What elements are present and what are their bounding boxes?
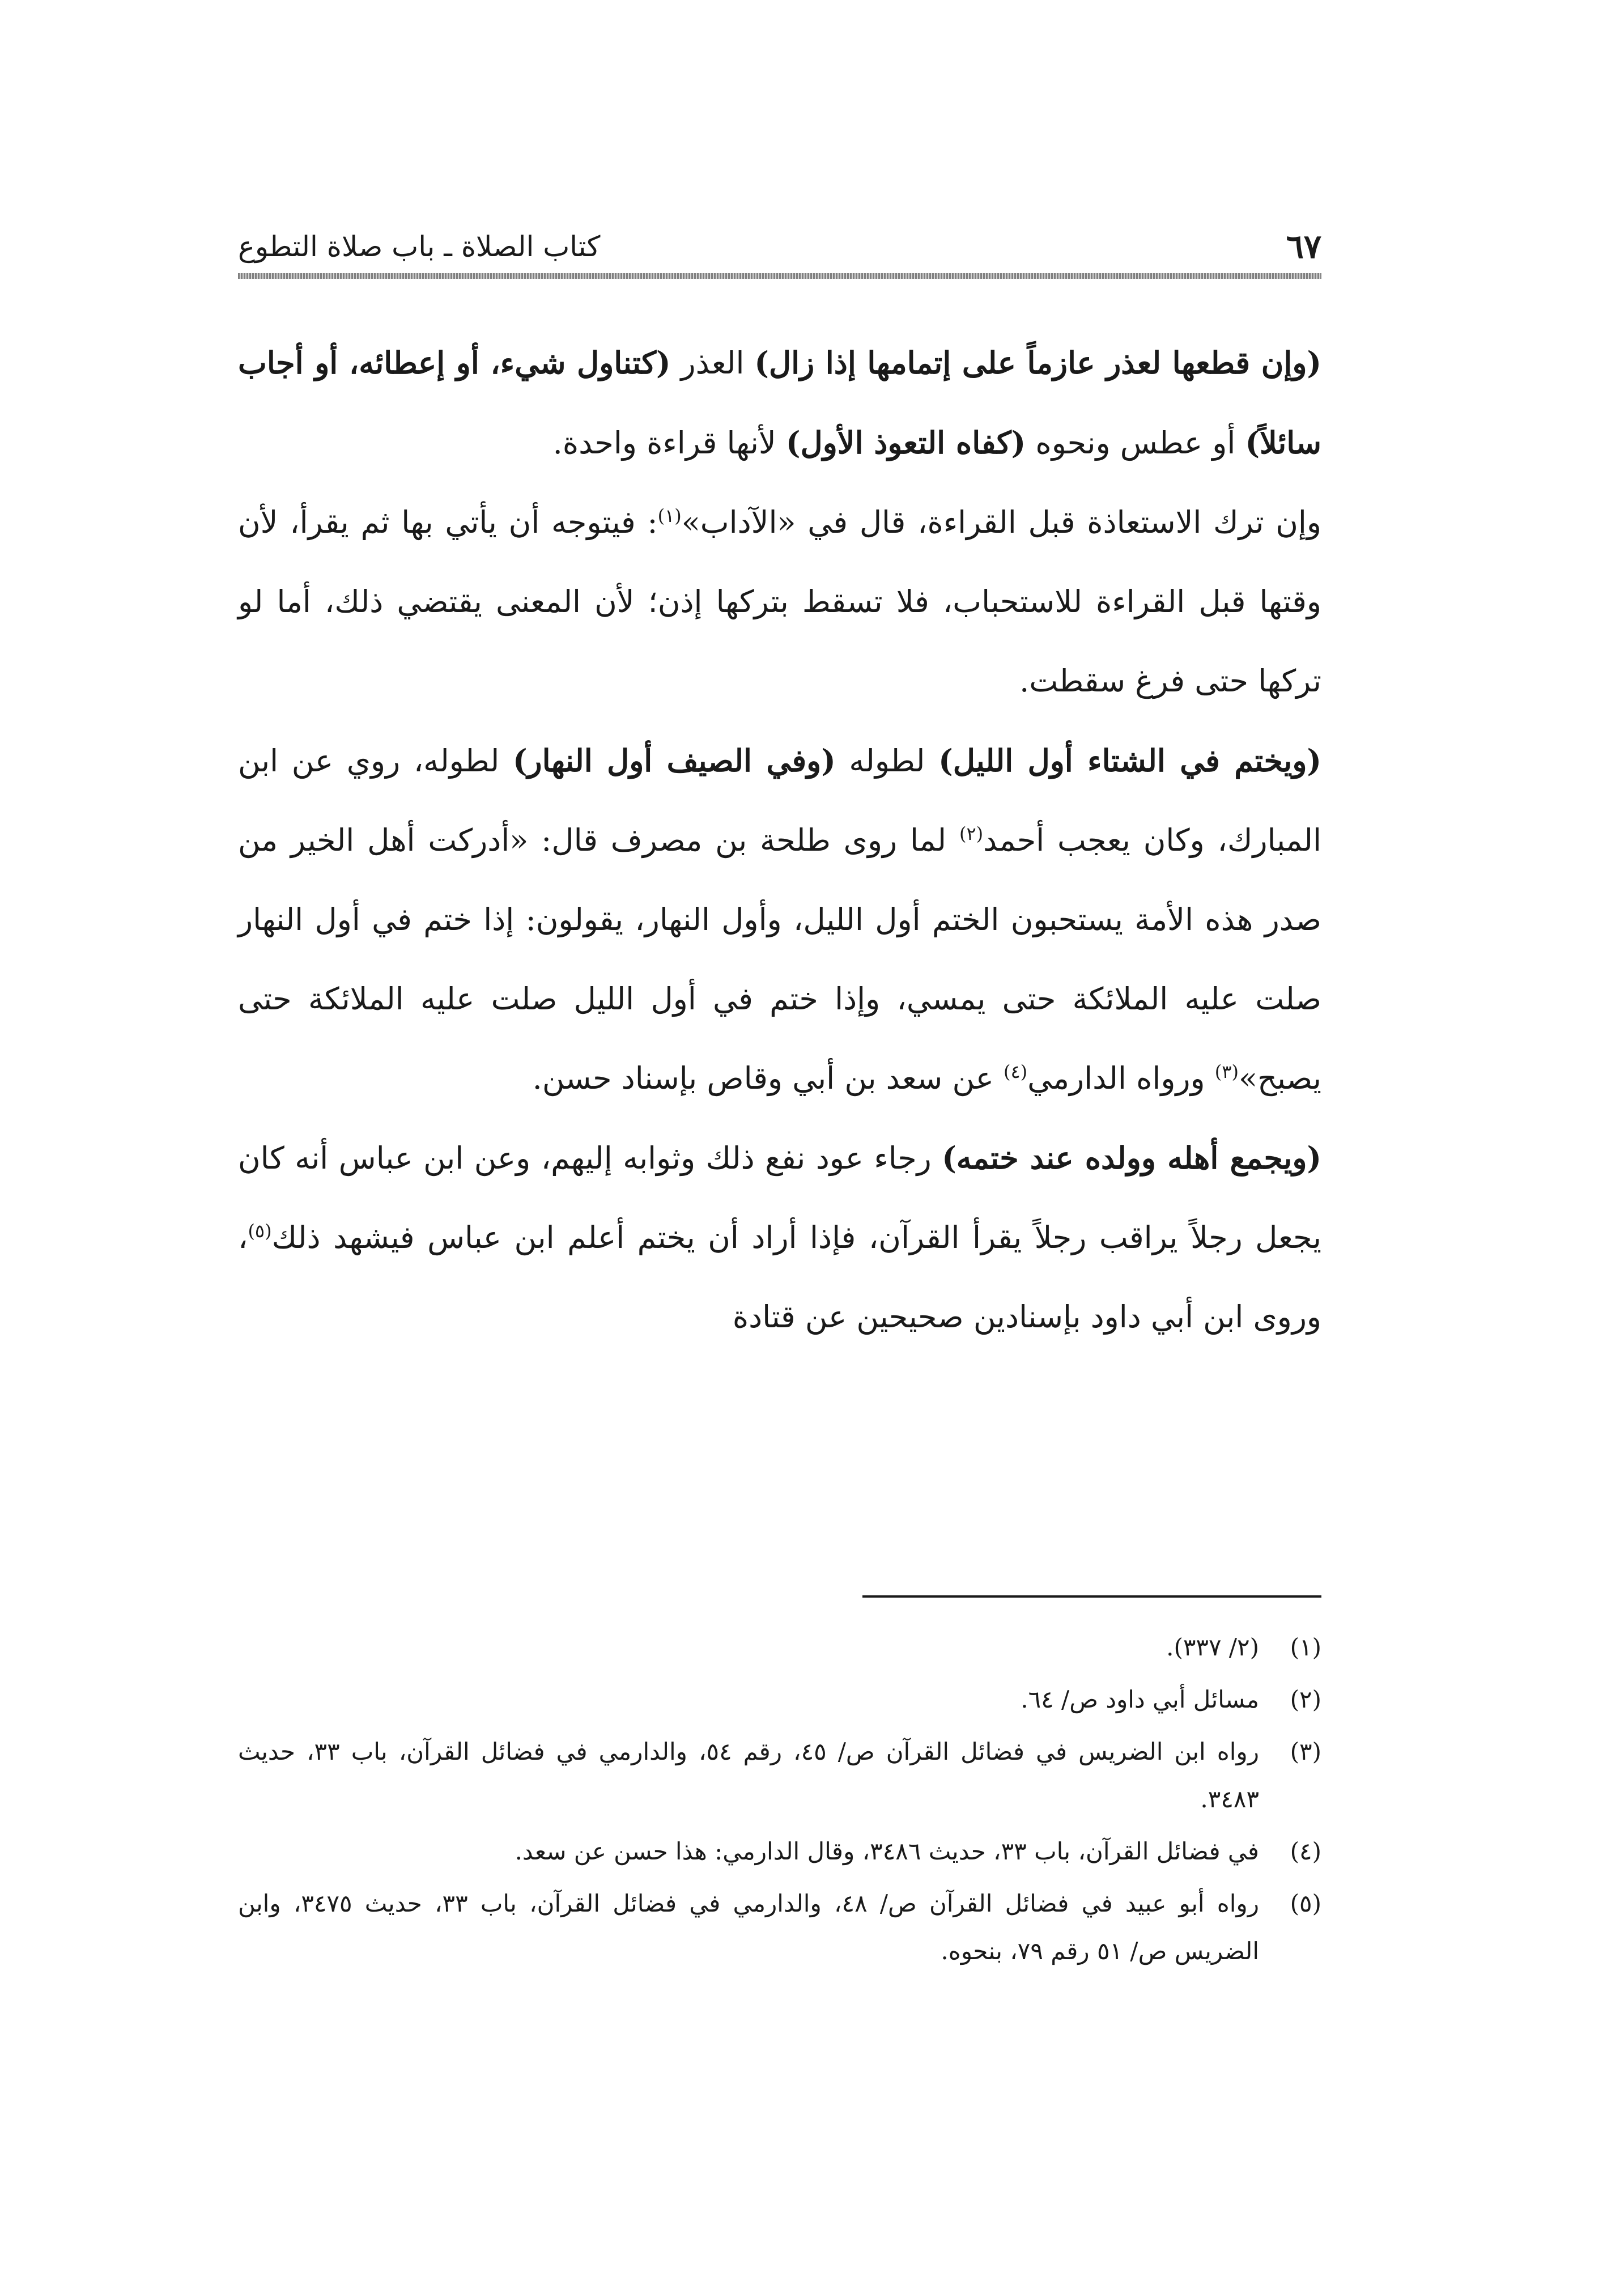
footnote-text: مسائل أبي داود ص/ ٦٤. <box>1021 1685 1259 1713</box>
commentary-text: لطوله <box>835 743 939 779</box>
commentary-text: لما روى طلحة بن مصرف قال: «أدركت أهل الخير من صدر هذه الأمة يستحبون الختم أول الليل، وأول النهار، يقولون: إذا ختم في أول النهار صلت عليه الملائكة حتى يمسي، وإذا ختم في أول الليل صلت عليه الملائكة حتى يصبح» <box>238 822 1321 1096</box>
footnote-number: (٢) <box>1290 1685 1321 1713</box>
footnotes <box>238 1624 1321 1980</box>
commentary-text: وإن ترك الاستعاذة قبل القراءة، قال في «الآداب» <box>681 504 1321 540</box>
commentary-text: عن سعد بن أبي وقاص بإسناد حسن. <box>532 1060 1004 1096</box>
footnote-number: (٥) <box>1290 1889 1321 1917</box>
commentary-text: ورواه الدارمي <box>1027 1060 1215 1096</box>
footnote-reference: (٤) <box>1003 1061 1028 1082</box>
commentary-text: العذر <box>670 345 755 381</box>
commentary-text: : فيتوجه أن يأتي بها ثم يقرأ، لأن وقتها قبل القراءة للاستحباب، فلا تسقط بتركها إذن؛ لأن المعنى يقتضي ذلك، أما لو تركها حتى فرغ سقطت. <box>238 504 1321 699</box>
paragraph-1 <box>238 323 1321 483</box>
matn-text: (وإن قطعها لعذر عازماً على إتمامها إذا زال) <box>754 345 1321 381</box>
commentary-text: رجاء عود نفع ذلك وثوابه إليهم، وعن ابن عباس أنه كان يجعل رجلاً يراقب رجلاً يقرأ القرآن، فإذا أراد أن يختم أعلم ابن عباس فيشهد ذلك <box>238 1140 1321 1255</box>
footnote-text: في فضائل القرآن، باب ٣٣، حديث ٣٤٨٦، وقال الدارمي: هذا حسن عن سعد. <box>515 1837 1259 1865</box>
paragraph-2 <box>238 483 1321 721</box>
footnote-reference: (٢) <box>959 823 984 844</box>
footnote-separator <box>862 1595 1321 1598</box>
footnote-item <box>238 1676 1321 1723</box>
footnote-text: رواه ابن الضريس في فضائل القرآن ص/ ٤٥، رقم ٥٤، والدارمي في فضائل القرآن، باب ٣٣، حديث ٣٤٨٣. <box>238 1738 1259 1813</box>
footnote-reference: (٥) <box>248 1220 272 1242</box>
paragraph-3 <box>238 721 1321 1118</box>
commentary-text: أو عطس ونحوه <box>1026 425 1245 461</box>
footnote-item <box>238 1828 1321 1875</box>
page-number: ٦٧ <box>1286 227 1321 266</box>
matn-text: (كفاه التعوذ الأول) <box>785 424 1026 461</box>
matn-text: (كتناول شيء، أو إعطائه، أو أجاب سائلاً) <box>238 345 1321 461</box>
footnote-number: (٤) <box>1290 1837 1321 1865</box>
running-title: كتاب الصلاة ـ باب صلاة التطوع <box>238 230 601 263</box>
footnote-item <box>238 1880 1321 1975</box>
matn-text: (ويختم في الشتاء أول الليل) <box>938 742 1321 779</box>
footnote-reference: (١) <box>657 505 682 526</box>
matn-text: (ويجمع أهله وولده عند ختمه) <box>942 1140 1321 1176</box>
paragraph-4 <box>238 1118 1321 1357</box>
footnote-number: (٣) <box>1290 1738 1321 1765</box>
footnote-item <box>238 1728 1321 1823</box>
footnote-number: (١) <box>1290 1633 1321 1661</box>
header-rule <box>238 273 1321 279</box>
commentary-text: لطوله، روي عن ابن المبارك، وكان يعجب أحمد <box>238 743 1321 858</box>
page-header <box>238 221 1321 272</box>
commentary-text: لأنها قراءة واحدة. <box>552 425 786 461</box>
commentary-text: ، وروى ابن أبي داود بإسنادين صحيحين عن قتادة <box>238 1220 1321 1335</box>
footnote-text: (٢/ ٣٣٧). <box>1166 1633 1259 1661</box>
footnote-item <box>238 1624 1321 1671</box>
footnote-reference: (٣) <box>1214 1061 1239 1082</box>
footnote-text: رواه أبو عبيد في فضائل القرآن ص/ ٤٨، والدارمي في فضائل القرآن، باب ٣٣، حديث ٣٤٧٥، وابن الضريس ص/ ٥١ رقم ٧٩، بنحوه. <box>238 1889 1259 1965</box>
main-text <box>238 323 1321 1357</box>
matn-text: (وفي الصيف أول النهار) <box>512 742 836 779</box>
